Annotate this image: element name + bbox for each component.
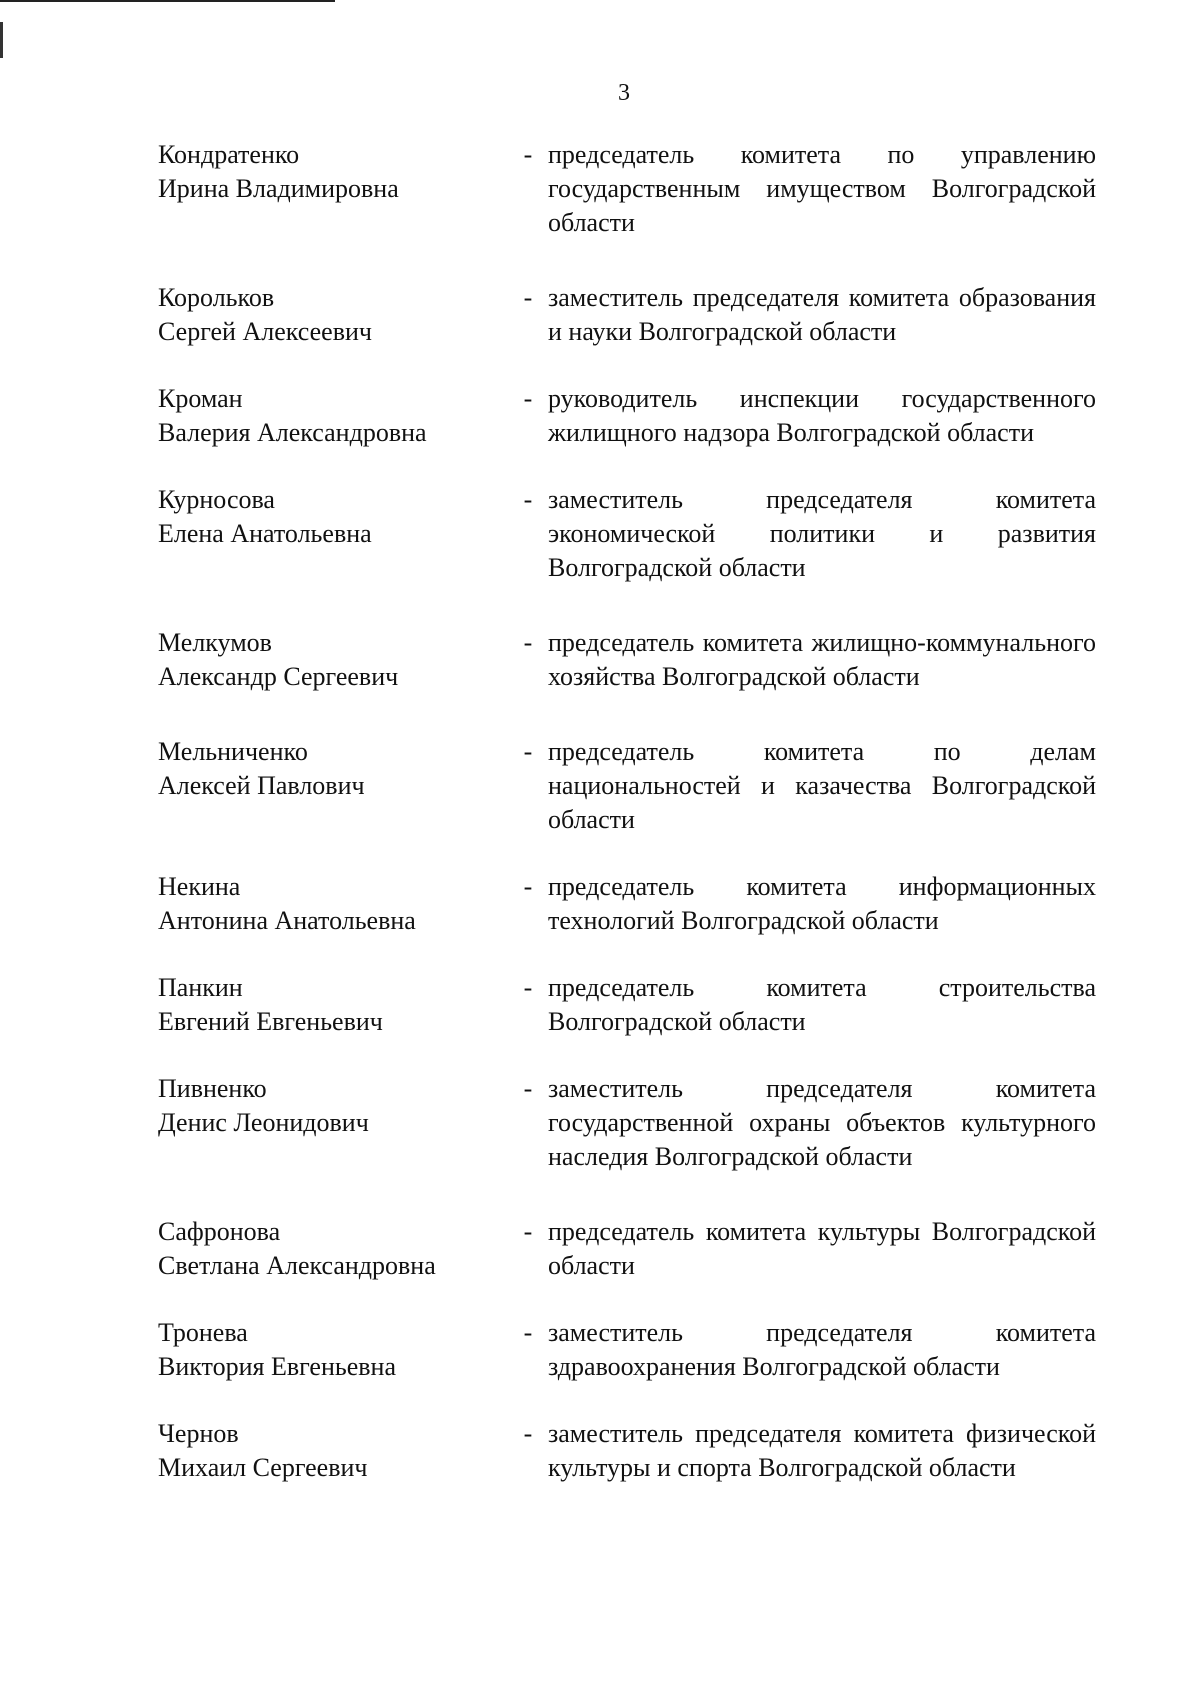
member-surname: Чернов bbox=[158, 1419, 239, 1448]
member-dash: - bbox=[523, 485, 533, 514]
member-given-names: Светлана Александровна bbox=[158, 1251, 436, 1280]
member-name bbox=[158, 1072, 508, 1174]
member-position: председатель комитета культуры Волгоградской области bbox=[548, 1217, 1096, 1280]
page-number: 3 bbox=[618, 80, 630, 106]
member-surname: Курносова bbox=[158, 485, 275, 514]
member-position: заместитель председателя комитета государственной охраны объектов культурного наследия Волгоградской области bbox=[548, 1074, 1096, 1171]
member-surname: Пивненко bbox=[158, 1074, 267, 1103]
member-position: председатель комитета жилищно-коммунального хозяйства Волгоградской области bbox=[548, 628, 1096, 691]
member-given-names: Валерия Александровна bbox=[158, 418, 427, 447]
member-name bbox=[158, 735, 508, 837]
member-entry bbox=[158, 138, 1096, 240]
member-position: председатель комитета по управлению государственным имуществом Волгоградской области bbox=[548, 140, 1096, 237]
member-given-names: Евгений Евгеньевич bbox=[158, 1007, 383, 1036]
member-entry bbox=[158, 735, 1096, 837]
member-dash: - bbox=[523, 1217, 533, 1246]
member-surname: Мелкумов bbox=[158, 628, 272, 657]
member-given-names: Алексей Павлович bbox=[158, 771, 365, 800]
member-name bbox=[158, 138, 508, 240]
member-surname: Некина bbox=[158, 872, 241, 901]
member-entry bbox=[158, 281, 1096, 349]
member-given-names: Виктория Евгеньевна bbox=[158, 1352, 396, 1381]
member-given-names: Антонина Анатольевна bbox=[158, 906, 416, 935]
member-entry bbox=[158, 870, 1096, 938]
member-entry bbox=[158, 483, 1096, 585]
member-dash: - bbox=[523, 140, 533, 169]
member-surname: Корольков bbox=[158, 283, 275, 312]
member-position: заместитель председателя комитета образования и науки Волгоградской области bbox=[548, 283, 1096, 346]
member-name bbox=[158, 971, 508, 1039]
member-entry bbox=[158, 1072, 1096, 1174]
member-entry bbox=[158, 1417, 1096, 1485]
member-dash: - bbox=[523, 628, 533, 657]
member-position: председатель комитета информационных технологий Волгоградской области bbox=[548, 872, 1096, 935]
member-position: заместитель председателя комитета физической культуры и спорта Волгоградской области bbox=[548, 1419, 1096, 1482]
member-dash: - bbox=[523, 1318, 533, 1347]
member-name bbox=[158, 281, 508, 349]
member-surname: Кроман bbox=[158, 384, 243, 413]
member-dash: - bbox=[523, 872, 533, 901]
member-given-names: Ирина Владимировна bbox=[158, 174, 399, 203]
member-given-names: Денис Леонидович bbox=[158, 1108, 369, 1137]
member-position: заместитель председателя комитета здравоохранения Волгоградской области bbox=[548, 1318, 1096, 1381]
member-given-names: Сергей Алексеевич bbox=[158, 317, 372, 346]
member-given-names: Александр Сергеевич bbox=[158, 662, 399, 691]
member-list bbox=[158, 138, 1096, 1485]
member-dash: - bbox=[523, 384, 533, 413]
member-name bbox=[158, 1316, 508, 1384]
member-surname: Сафронова bbox=[158, 1217, 281, 1246]
scan-border-line bbox=[0, 0, 335, 2]
member-name bbox=[158, 626, 508, 694]
member-entry bbox=[158, 1215, 1096, 1283]
member-dash: - bbox=[523, 973, 533, 1002]
member-entry bbox=[158, 971, 1096, 1039]
member-name bbox=[158, 870, 508, 938]
member-name bbox=[158, 1417, 508, 1485]
member-position: заместитель председателя комитета экономической политики и развития Волгоградской области bbox=[548, 485, 1096, 582]
member-dash: - bbox=[523, 737, 533, 766]
member-name bbox=[158, 483, 508, 585]
member-name bbox=[158, 1215, 508, 1283]
member-dash: - bbox=[523, 1074, 533, 1103]
member-entry bbox=[158, 382, 1096, 450]
member-name bbox=[158, 382, 508, 450]
member-surname: Панкин bbox=[158, 973, 243, 1002]
member-position: председатель комитета строительства Волгоградской области bbox=[548, 973, 1096, 1036]
member-position: председатель комитета по делам национальностей и казачества Волгоградской области bbox=[548, 737, 1096, 834]
member-given-names: Елена Анатольевна bbox=[158, 519, 372, 548]
scan-edge-mark bbox=[0, 22, 3, 58]
member-given-names: Михаил Сергеевич bbox=[158, 1453, 368, 1482]
member-entry bbox=[158, 626, 1096, 694]
member-dash: - bbox=[523, 283, 533, 312]
member-position: руководитель инспекции государственного жилищного надзора Волгоградской области bbox=[548, 384, 1096, 447]
member-dash: - bbox=[523, 1419, 533, 1448]
member-surname: Мельниченко bbox=[158, 737, 308, 766]
member-entry bbox=[158, 1316, 1096, 1384]
member-surname: Кондратенко bbox=[158, 140, 300, 169]
member-surname: Тронева bbox=[158, 1318, 248, 1347]
